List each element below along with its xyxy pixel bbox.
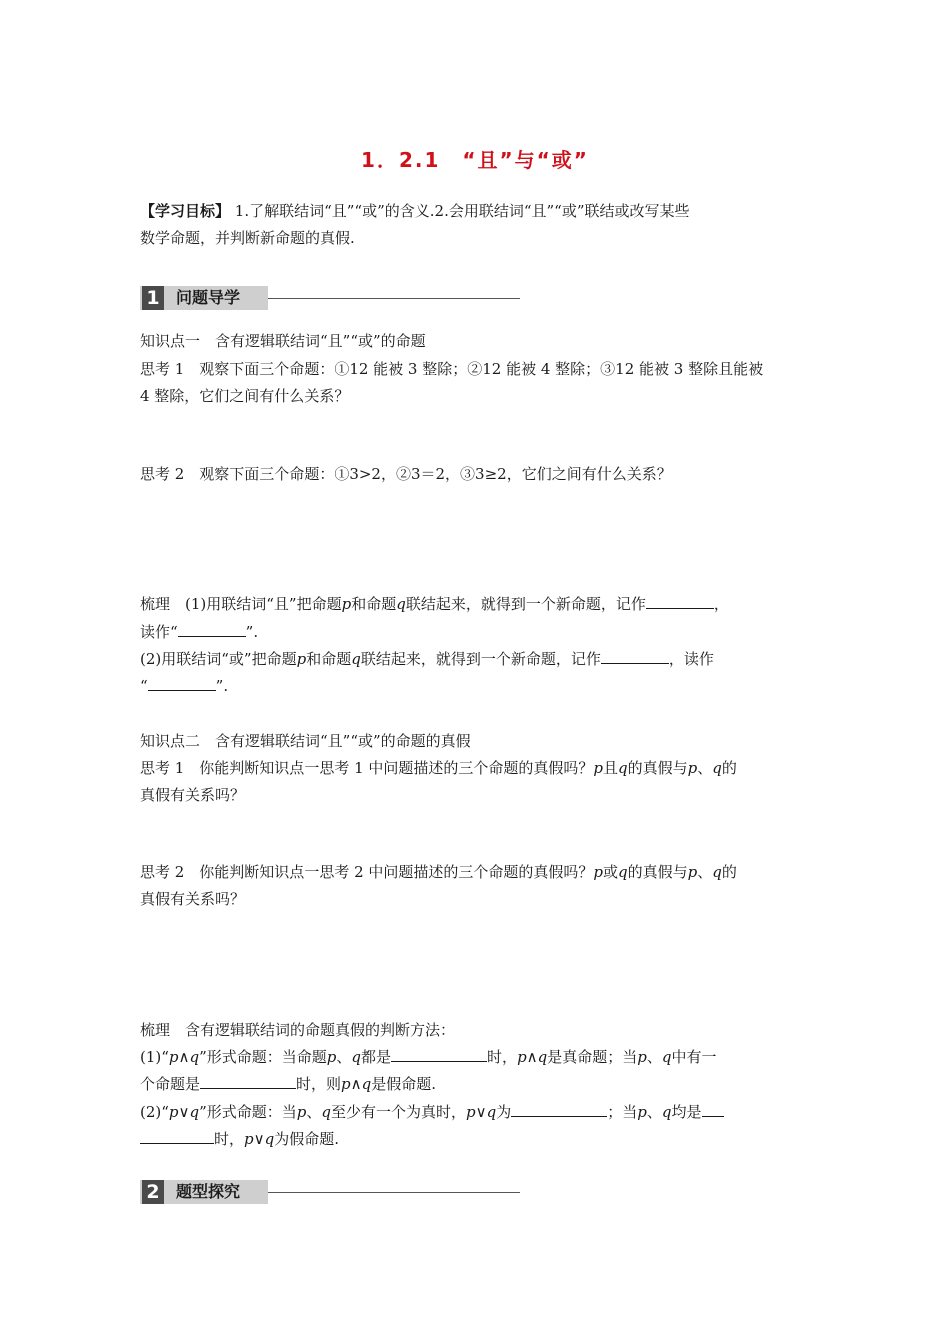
summary-2-line-4: 时，p∨q为假命题. <box>140 1129 820 1149</box>
summary-1-line-1: 梳理 (1)用联结词“且”把命题p和命题q联结起来，就得到一个新命题，记作 ， <box>140 595 729 613</box>
learning-objective-line-1: 【学习目标】 1.了解联结词“且”“或”的含义.2.会用联结词“且”“或”联结或改写某些 <box>140 202 690 220</box>
think-1-line-1: 思考 1 观察下面三个命题：①12 能被 3 整除；②12 能被 4 整除；③12 能被 3 整除且能被 <box>140 360 764 378</box>
knowledge-point-2-heading: 知识点二 含有逻辑联结词“且”“或”的命题的真假 <box>140 732 471 750</box>
think-1-line-2: 4 整除，它们之间有什么关系？ <box>140 387 350 405</box>
learning-objective-tag: 【学习目标】 <box>140 202 231 220</box>
summary-2-heading: 梳理 含有逻辑联结词的命题真假的判断方法： <box>140 1021 456 1039</box>
summary-1-line-3: (2)用联结词“或”把命题p和命题q联结起来，就得到一个新命题，记作 ，读作 <box>140 650 714 668</box>
answer-blank <box>140 1129 214 1144</box>
summary-1-line-4: “ ”. <box>140 677 229 695</box>
k2-think-1-line-2: 真假有关系吗？ <box>140 786 246 804</box>
answer-blank <box>511 1102 607 1117</box>
answer-blank <box>148 676 216 691</box>
section-header-2 <box>140 1180 525 1204</box>
page-title: 1．2.1 “且”与“或” <box>361 148 589 172</box>
section-rule <box>268 1192 520 1193</box>
think-2-line: 思考 2 观察下面三个命题：①3>2，②3＝2，③3≥2，它们之间有什么关系？ <box>140 465 672 483</box>
summary-2-line-3: (2)“p∨q”形式命题：当p、q至少有一个为真时，p∨q为 ；当p、q均是 <box>140 1102 820 1122</box>
summary-2-line-1: (1)“p∧q”形式命题：当命题p、q都是 时，p∧q是真命题；当p、q中有一 <box>140 1048 717 1066</box>
section-label: 题型探究 <box>176 1182 241 1201</box>
section-header-1 <box>140 286 525 310</box>
section-rule <box>268 298 520 299</box>
section-number: 1 <box>142 286 164 310</box>
knowledge-point-1-heading: 知识点一 含有逻辑联结词“且”“或”的命题 <box>140 332 426 350</box>
answer-blank <box>200 1074 296 1089</box>
section-label: 问题导学 <box>176 288 241 307</box>
section-number: 2 <box>142 1180 164 1204</box>
answer-blank <box>391 1047 487 1062</box>
answer-blank <box>178 622 246 637</box>
k2-think-2-line-1: 思考 2 你能判断知识点一思考 2 中问题描述的三个命题的真假吗？p或q的真假与p、q的 <box>140 863 737 881</box>
k2-think-1-line-1: 思考 1 你能判断知识点一思考 1 中问题描述的三个命题的真假吗？p且q的真假与p、q的 <box>140 759 737 777</box>
summary-2-line-2: 个命题是 时，则p∧q是假命题. <box>140 1075 437 1093</box>
k2-think-2-line-2: 真假有关系吗？ <box>140 890 246 908</box>
answer-blank <box>702 1102 724 1117</box>
answer-blank <box>601 649 669 664</box>
summary-1-line-2: 读作“ ”. <box>140 623 259 641</box>
answer-blank <box>646 594 714 609</box>
learning-objective-line-2: 数学命题，并判断新命题的真假. <box>140 229 355 247</box>
